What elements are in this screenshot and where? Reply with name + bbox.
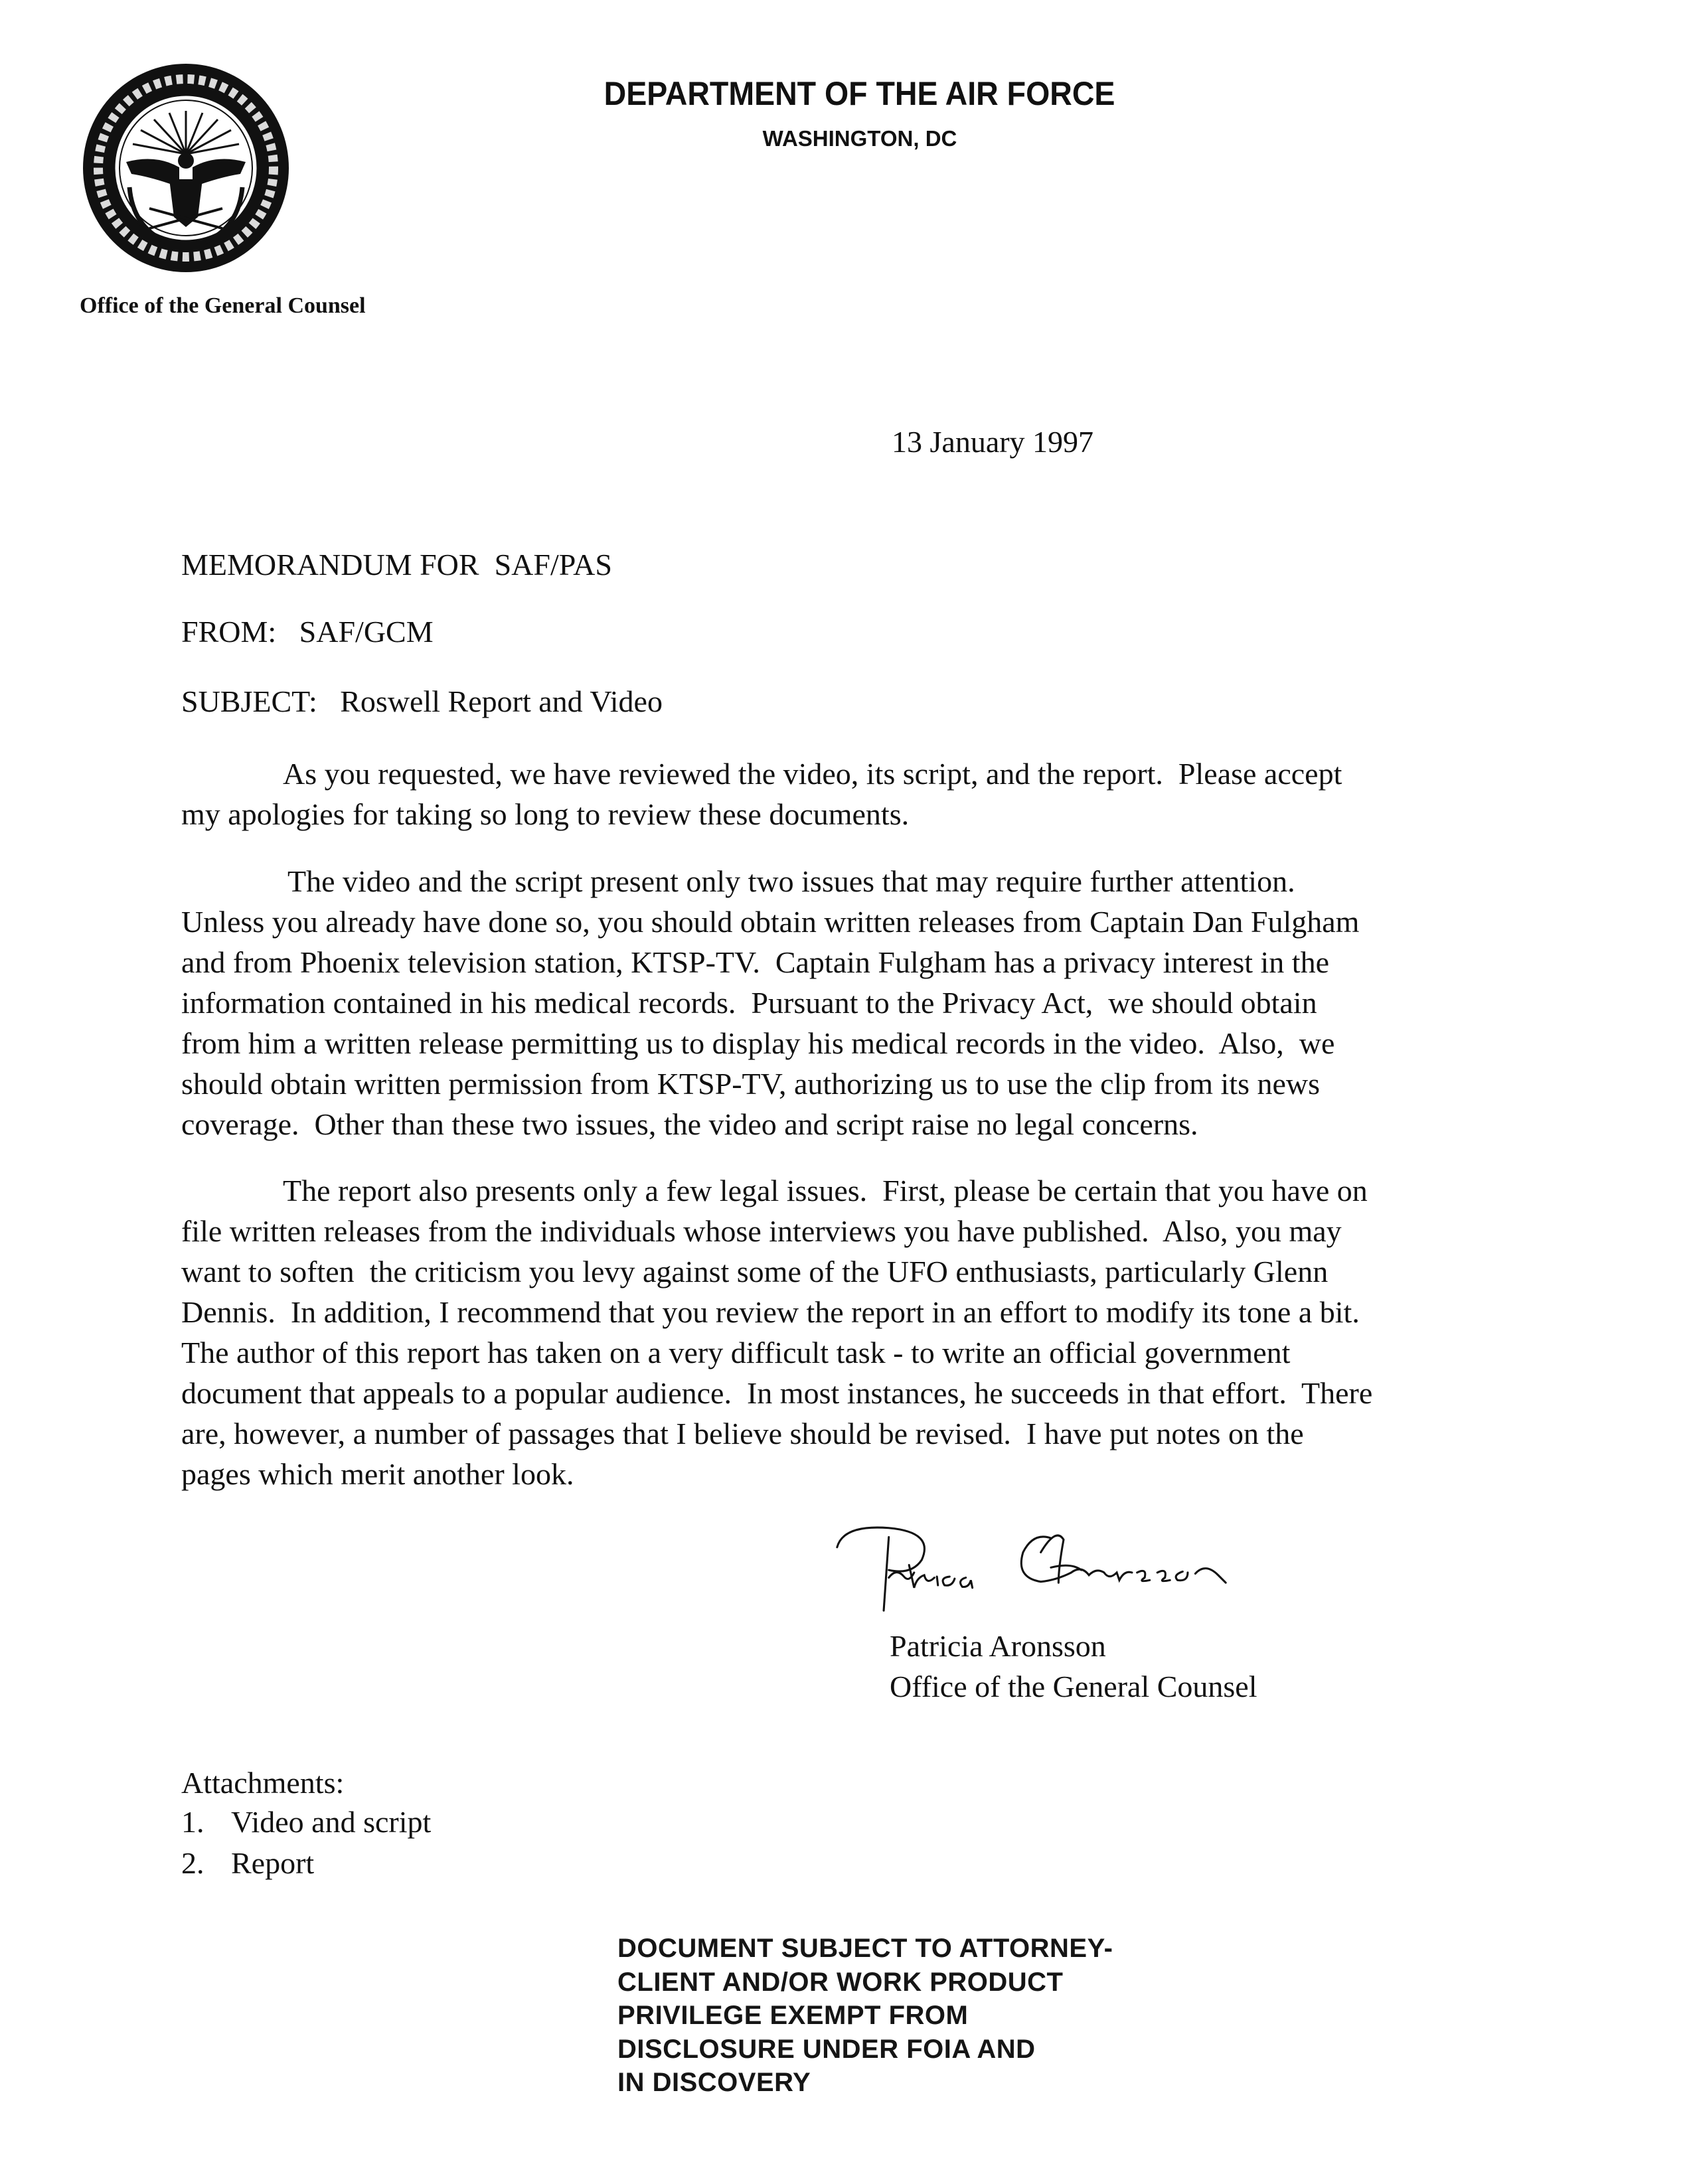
attachments-label: Attachments: xyxy=(181,1766,345,1800)
text-line: should obtain written permission from KTSP-TV, authorizing us to use the clip from its news xyxy=(181,1067,1321,1101)
paragraph-2 xyxy=(181,861,1509,1144)
text-line: from him a written release permitting us to display his medical records in the video. Also, we xyxy=(181,1026,1335,1060)
text-line: want to soften the criticism you levy against some of the UFO enthusiasts, particularly Glenn xyxy=(181,1255,1329,1288)
paragraph-3 xyxy=(181,1170,1509,1494)
privilege-stamp xyxy=(617,1932,1113,2100)
attachment-item: Report xyxy=(231,1846,315,1880)
stamp-line: CLIENT AND/OR WORK PRODUCT xyxy=(617,1967,1064,1997)
stamp-line: DOCUMENT SUBJECT TO ATTORNEY- xyxy=(617,1934,1113,1963)
attachment-item: Video and script xyxy=(231,1805,432,1839)
memo-subject: SUBJECT: Roswell Report and Video xyxy=(181,684,663,718)
stamp-line: IN DISCOVERY xyxy=(617,2068,811,2097)
memo-from: FROM: SAF/GCM xyxy=(181,615,434,649)
handwritten-signature xyxy=(823,1517,1248,1613)
stamp-line: PRIVILEGE EXEMPT FROM xyxy=(617,2001,969,2030)
letterhead-office: Office of the General Counsel xyxy=(80,293,366,318)
attachment-number: 1. xyxy=(181,1805,204,1839)
text-line: are, however, a number of passages that I believe should be revised. I have put notes on the xyxy=(181,1417,1304,1450)
text-line: my apologies for taking so long to review these documents. xyxy=(181,797,910,831)
memo-for: MEMORANDUM FOR SAF/PAS xyxy=(181,548,612,582)
paragraph-1 xyxy=(181,753,1509,834)
letterhead-title: DEPARTMENT OF THE AIR FORCE xyxy=(604,75,1115,112)
letterhead-city: WASHINGTON, DC xyxy=(762,126,957,151)
stamp-line: DISCLOSURE UNDER FOIA AND xyxy=(617,2034,1036,2064)
text-line: The report also presents only a few legal issues. First, please be certain that you have on xyxy=(283,1174,1368,1208)
attachment-number: 2. xyxy=(181,1846,204,1880)
text-line: Dennis. In addition, I recommend that you review the report in an effort to modify its tone a bit. xyxy=(181,1295,1360,1329)
text-line: The author of this report has taken on a very difficult task - to write an official government xyxy=(181,1336,1291,1369)
text-line: pages which merit another look. xyxy=(181,1457,574,1491)
signer-name: Patricia Aronsson xyxy=(890,1629,1106,1663)
text-line: Unless you already have done so, you should obtain written releases from Captain Dan Fulgham xyxy=(181,905,1360,939)
text-line: coverage. Other than these two issues, the video and script raise no legal concerns. xyxy=(181,1107,1198,1141)
signer-office: Office of the General Counsel xyxy=(890,1670,1257,1703)
memo-date: 13 January 1997 xyxy=(892,425,1094,459)
text-line: As you requested, we have reviewed the video, its script, and the report. Please accept xyxy=(283,757,1342,791)
text-line: file written releases from the individuals whose interviews you have published. Also, you may xyxy=(181,1214,1342,1248)
text-line: and from Phoenix television station, KTSP-TV. Captain Fulgham has a privacy interest in the xyxy=(181,945,1329,979)
text-line: The video and the script present only two issues that may require further attention. xyxy=(287,864,1295,898)
text-line: document that appeals to a popular audience. In most instances, he succeeds in that effort. There xyxy=(181,1376,1373,1410)
text-line: information contained in his medical records. Pursuant to the Privacy Act, we should obtain xyxy=(181,986,1317,1020)
